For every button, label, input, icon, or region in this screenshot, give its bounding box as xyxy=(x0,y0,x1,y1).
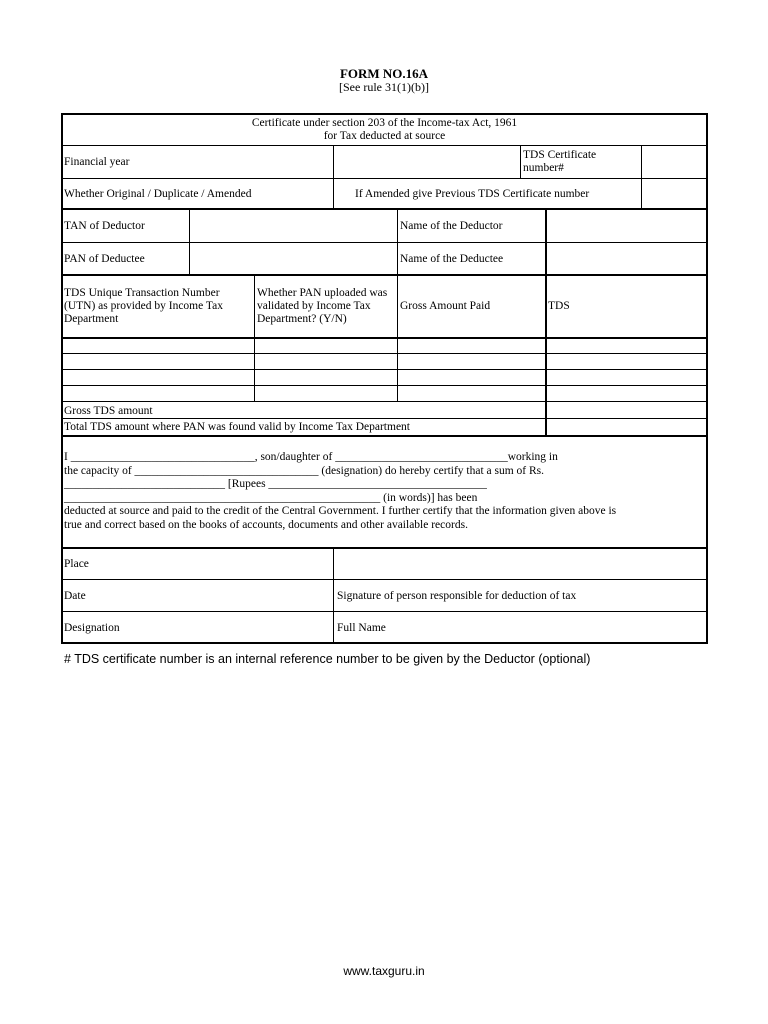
row-divider xyxy=(61,242,708,243)
place-label: Place xyxy=(64,558,89,570)
row-divider xyxy=(61,208,708,210)
row-divider xyxy=(61,145,708,146)
col-divider xyxy=(254,275,255,402)
row-divider xyxy=(61,353,708,354)
financial-year-label: Financial year xyxy=(64,156,130,168)
col-divider xyxy=(545,209,547,436)
rule-reference: [See rule 31(1)(b)] xyxy=(339,80,429,94)
date-label: Date xyxy=(64,590,86,602)
certificate-heading-line2: for Tax deducted at source xyxy=(323,130,446,142)
border-left xyxy=(61,113,63,644)
declaration-line: I ________________________________, son/daughter of ______________________________working in xyxy=(64,451,558,463)
row-divider xyxy=(61,385,708,386)
border-right xyxy=(706,113,708,644)
col-divider xyxy=(333,145,334,179)
row-divider xyxy=(61,418,708,419)
utn-column-header: TDS Unique Transaction Number (UTN) as provided by Income Tax Department xyxy=(64,287,223,325)
signature-label: Signature of person responsible for deduction of tax xyxy=(337,590,577,602)
tan-deductor-label: TAN of Deductor xyxy=(64,220,145,232)
total-tds-label: Total TDS amount where PAN was found valid by Income Tax Department xyxy=(64,421,410,433)
border-top xyxy=(61,113,708,115)
col-divider xyxy=(333,178,334,209)
pan-deductee-label: PAN of Deductee xyxy=(64,253,145,265)
certificate-heading-line1: Certificate under section 203 of the Income-tax Act, 1961 xyxy=(251,117,518,129)
row-divider xyxy=(61,337,708,339)
tds-certificate-number-label: TDS Certificate number# xyxy=(523,149,597,174)
full-name-label: Full Name xyxy=(337,622,386,634)
form-title: FORM NO.16A xyxy=(339,66,429,81)
row-divider xyxy=(61,401,708,402)
designation-label: Designation xyxy=(64,622,120,634)
declaration-line: the capacity of ________________________________ (designation) do hereby certify that a sum of Rs. xyxy=(64,464,545,477)
row-divider xyxy=(61,435,708,437)
declaration-line: deducted at source and paid to the credit of the Central Government. I further certify that the information given above is xyxy=(64,505,617,517)
row-divider xyxy=(61,611,708,612)
row-divider xyxy=(61,579,708,580)
row-divider xyxy=(61,178,708,179)
pan-validated-column-header: Whether PAN uploaded was validated by Income Tax Department? (Y/N) xyxy=(257,287,388,325)
gross-amount-column-header: Gross Amount Paid xyxy=(400,300,491,312)
declaration-line: _______________________________________________________ (in words)] has been xyxy=(64,491,478,504)
website-link[interactable]: www.taxguru.in xyxy=(343,964,425,978)
col-divider xyxy=(333,548,334,643)
tds-column-header: TDS xyxy=(548,300,570,312)
if-amended-label: If Amended give Previous TDS Certificate number xyxy=(355,188,590,200)
footnote: # TDS certificate number is an internal reference number to be given by the Deductor (optional) xyxy=(64,652,591,666)
row-divider xyxy=(61,274,708,276)
gross-tds-label: Gross TDS amount xyxy=(64,405,153,417)
declaration-text xyxy=(64,451,688,532)
declaration-line: ____________________________ [Rupees ______________________________________ xyxy=(64,478,487,490)
row-divider xyxy=(61,369,708,370)
name-deductee-label: Name of the Deductee xyxy=(400,253,504,265)
declaration-line: true and correct based on the books of accounts, documents and other available records. xyxy=(64,518,468,531)
col-divider xyxy=(641,145,642,209)
col-divider xyxy=(520,145,521,179)
row-divider xyxy=(61,547,708,549)
col-divider xyxy=(189,209,190,275)
border-bottom xyxy=(61,642,708,644)
col-divider xyxy=(397,209,398,402)
name-deductor-label: Name of the Deductor xyxy=(400,220,503,232)
original-duplicate-label: Whether Original / Duplicate / Amended xyxy=(64,188,252,200)
